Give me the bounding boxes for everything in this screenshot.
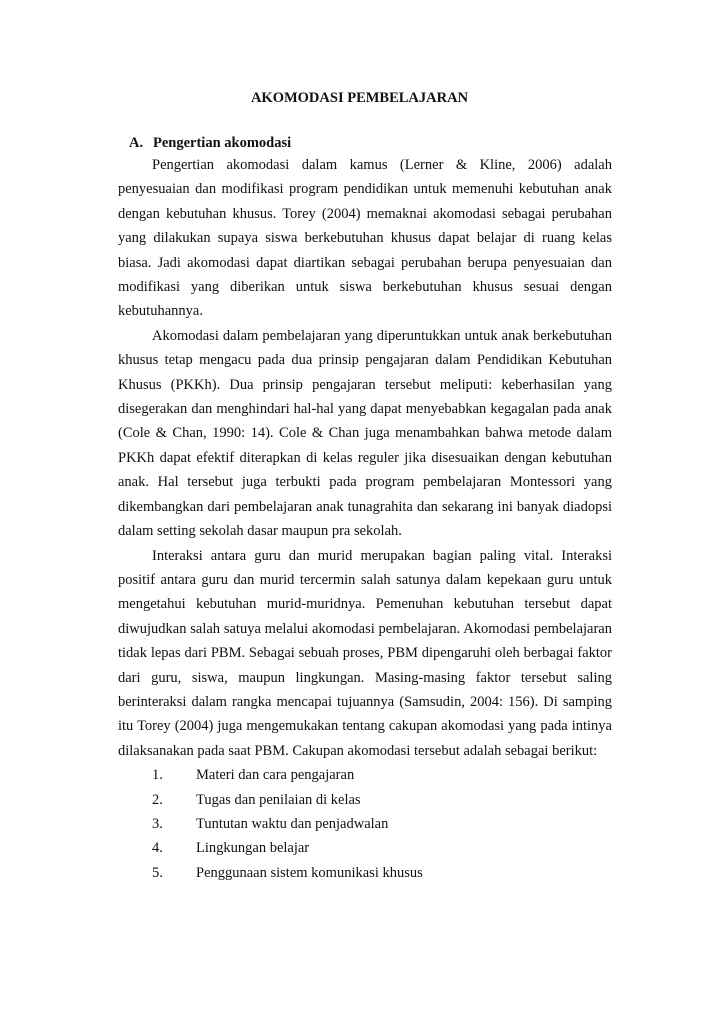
list-item <box>118 812 612 836</box>
list-item-text: Tuntutan waktu dan penjadwalan <box>196 815 389 832</box>
accommodation-list <box>118 763 612 885</box>
list-item-number: 3. <box>152 815 163 832</box>
list-item <box>118 861 612 885</box>
section-heading-text: Pengertian akomodasi <box>153 135 292 151</box>
paragraph: Interaksi antara guru dan murid merupakan bagian paling vital. Interaksi positif antara guru dan murid tercermin salah satunya dalam kepekaan guru untuk mengetahui kebutuhan murid-muridnya. Pemenuhan kebutuhan tersebut dapat diwujudkan salah satuya melalui akomodasi pembelajaran. Akomodasi pembelajaran tidak lepas dari PBM. Sebagai sebuah proses, PBM dipengaruhi oleh berbagai faktor dari guru, siswa, maupun lingkungan. Masing-masing faktor tersebut saling berinteraksi dalam rangka mencapai tujuannya (Samsudin, 2004: 156). Di samping itu Torey (2004) juga mengemukakan tentang cakupan akomodasi yang pada intinya dilaksanakan pada saat PBM. Cakupan akomodasi tersebut adalah sebagai berikut: <box>118 547 612 759</box>
paragraph: Akomodasi dalam pembelajaran yang diperuntukkan untuk anak berkebutuhan khusus tetap mengacu pada dua prinsip pengajaran dalam Pendidikan Kebutuhan Khusus (PKKh). Dua prinsip pengajaran tersebut meliputi: keberhasilan yang disegerakan dan menghindari hal-hal yang dapat menyebabkan kegagalan pada anak (Cole & Chan, 1990: 14). Cole & Chan juga menambahkan bahwa metode dalam PKKh dapat efektif diterapkan di kelas reguler jika disesuaikan dengan kebutuhan anak. Hal tersebut juga terbukti pada program pembelajaran Montessori yang dikembangkan dari pembelajaran anak tunagrahita dan sekarang ini banyak diadopsi dalam setting sekolah dasar maupun pra sekolah. <box>118 327 612 540</box>
section-letter: A. <box>129 135 144 151</box>
list-item-number: 2. <box>152 791 163 808</box>
list-item <box>118 836 612 860</box>
document-title: AKOMODASI PEMBELAJARAN <box>250 90 469 106</box>
list-item-number: 1. <box>152 767 163 784</box>
list-item-text: Materi dan cara pengajaran <box>196 767 355 784</box>
paragraph: Pengertian akomodasi dalam kamus (Lerner & Kline, 2006) adalah penyesuaian dan modifikasi program pendidikan untuk memenuhi kebutuhan anak dengan kebutuhan khusus. Torey (2004) memaknai akomodasi sebagai perubahan yang dilakukan supaya siswa berkebutuhan khusus dapat belajar di ruang kelas biasa. Jadi akomodasi dapat diartikan sebagai perubahan berupa penyesuaian dan modifikasi yang diberikan untuk siswa berkebutuhan khusus sesuai dengan kebutuhannya. <box>118 157 612 320</box>
list-item-number: 4. <box>152 840 163 857</box>
list-item <box>118 788 612 812</box>
list-item-number: 5. <box>152 864 163 881</box>
list-item-text: Tugas dan penilaian di kelas <box>196 791 361 808</box>
list-item-text: Penggunaan sistem komunikasi khusus <box>196 864 423 881</box>
list-item-text: Lingkungan belajar <box>196 840 310 857</box>
list-item <box>118 763 612 787</box>
body-text <box>118 153 612 885</box>
